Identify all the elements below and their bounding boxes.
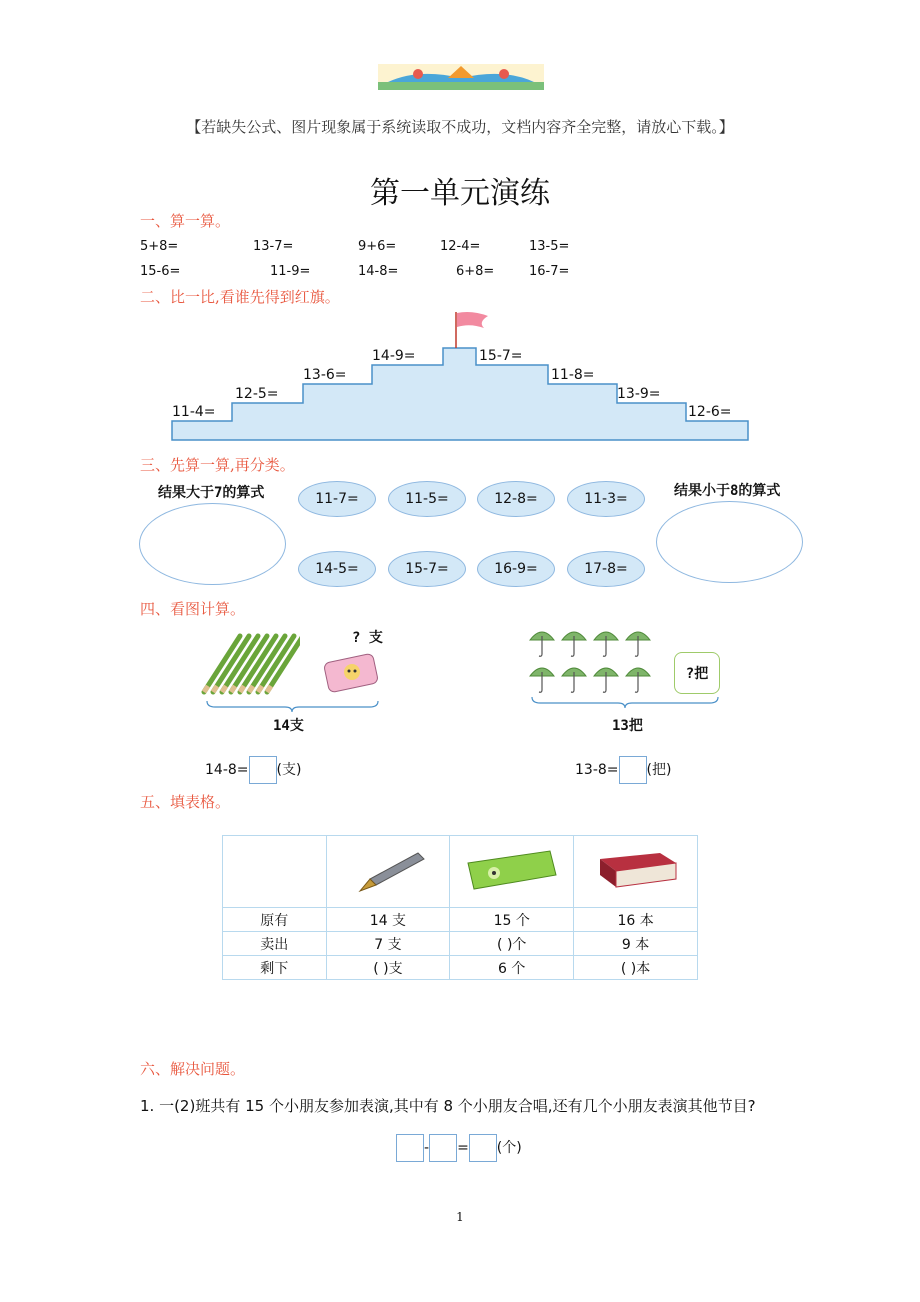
stair-equation: 11-8= bbox=[551, 367, 595, 383]
right-brace bbox=[530, 694, 720, 708]
section1-heading: 一、算一算。 bbox=[140, 212, 231, 230]
page-title: 第一单元演练 bbox=[370, 176, 550, 211]
calc-item: 14-8= bbox=[358, 264, 399, 279]
greater-than-answer-oval[interactable] bbox=[139, 503, 286, 585]
calc-item: 16-7= bbox=[529, 264, 570, 279]
inventory-table bbox=[222, 835, 698, 980]
pencil-equation bbox=[205, 756, 301, 784]
umbrella-icon bbox=[562, 632, 586, 656]
pencil-total-label: 14支 bbox=[273, 718, 304, 734]
greater-than-label: 结果大于7的算式 bbox=[158, 485, 265, 501]
row-label: 卖出 bbox=[223, 932, 327, 956]
pencil-question-label: ? 支 bbox=[352, 630, 383, 646]
calc-item: 13-7= bbox=[253, 239, 294, 254]
equals-sign: = bbox=[457, 1140, 469, 1156]
pencil-box-icon bbox=[464, 845, 560, 895]
sort-equation[interactable]: 11-5= bbox=[388, 481, 466, 517]
table-cell[interactable]: ( )本 bbox=[574, 956, 698, 980]
table-cell[interactable]: ( )支 bbox=[326, 956, 450, 980]
umbrella-icon bbox=[594, 668, 618, 692]
umbrella-icon bbox=[626, 668, 650, 692]
umbrella-icon bbox=[530, 668, 554, 692]
umbrella-icon bbox=[594, 632, 618, 656]
umbrella-icon bbox=[562, 668, 586, 692]
stair-equation: 11-4= bbox=[172, 404, 216, 420]
table-row bbox=[223, 956, 698, 980]
fountain-pen-icon bbox=[348, 845, 428, 895]
table-cell: 15 个 bbox=[450, 908, 574, 932]
table-row bbox=[223, 932, 698, 956]
calc-item: 13-5= bbox=[529, 239, 570, 254]
left-brace bbox=[205, 698, 380, 712]
problem-1-text: 1. 一(2)班共有 15 个小朋友参加表演,其中有 8 个小朋友合唱,还有几个小朋友表演其他节目? bbox=[140, 1097, 756, 1115]
pencil-case-illustration bbox=[322, 650, 380, 694]
pencils-illustration bbox=[200, 632, 300, 698]
sort-equation[interactable]: 17-8= bbox=[567, 551, 645, 587]
stair-equation: 12-5= bbox=[235, 386, 279, 402]
umbrella-unit: (把) bbox=[646, 762, 672, 778]
umbrella-total-label: 13把 bbox=[612, 718, 643, 734]
pen-image-cell bbox=[326, 836, 450, 908]
stair-equation: 13-6= bbox=[303, 367, 347, 383]
sort-equation[interactable]: 14-5= bbox=[298, 551, 376, 587]
section4-heading: 四、看图计算。 bbox=[140, 600, 246, 618]
stair-equation: 14-9= bbox=[372, 348, 416, 364]
page-number: 1 bbox=[456, 1210, 464, 1224]
pencil-unit: (支) bbox=[276, 762, 302, 778]
staircase-diagram bbox=[0, 0, 920, 460]
section5-heading: 五、填表格。 bbox=[140, 793, 231, 811]
answer-box-3[interactable] bbox=[469, 1134, 497, 1162]
calc-item: 5+8= bbox=[140, 239, 179, 254]
stair-equation: 12-6= bbox=[688, 404, 732, 420]
table-cell: 9 本 bbox=[574, 932, 698, 956]
calc-item: 15-6= bbox=[140, 264, 181, 279]
calc-item: 11-9= bbox=[270, 264, 311, 279]
answer-box-2[interactable] bbox=[429, 1134, 457, 1162]
calc-item: 9+6= bbox=[358, 239, 397, 254]
table-cell: 7 支 bbox=[326, 932, 450, 956]
table-cell: 6 个 bbox=[450, 956, 574, 980]
table-row bbox=[223, 908, 698, 932]
table-cell[interactable]: ( )个 bbox=[450, 932, 574, 956]
section2-heading: 二、比一比,看谁先得到红旗。 bbox=[140, 288, 340, 306]
sort-equation[interactable]: 12-8= bbox=[477, 481, 555, 517]
stair-equation: 13-9= bbox=[617, 386, 661, 402]
sort-equation[interactable]: 11-7= bbox=[298, 481, 376, 517]
sort-equation[interactable]: 15-7= bbox=[388, 551, 466, 587]
calc-item: 12-4= bbox=[440, 239, 481, 254]
table-cell: 14 支 bbox=[326, 908, 450, 932]
umbrella-icon bbox=[530, 632, 554, 656]
book-icon bbox=[590, 845, 682, 895]
umbrella-icon bbox=[626, 632, 650, 656]
section3-heading: 三、先算一算,再分类。 bbox=[140, 456, 295, 474]
less-than-answer-oval[interactable] bbox=[656, 501, 803, 583]
stair-equation: 15-7= bbox=[479, 348, 523, 364]
sort-equation[interactable]: 16-9= bbox=[477, 551, 555, 587]
row-label: 剩下 bbox=[223, 956, 327, 980]
table-cell: 16 本 bbox=[574, 908, 698, 932]
notice-text: 【若缺失公式、图片现象属于系统读取不成功，文档内容齐全完整，请放心下载。】 bbox=[186, 118, 734, 136]
less-than-label: 结果小于8的算式 bbox=[674, 483, 781, 499]
answer-unit: (个) bbox=[496, 1140, 522, 1156]
pencil-box-image-cell bbox=[450, 836, 574, 908]
umbrella-question-label: ?把 bbox=[685, 666, 709, 682]
umbrella-answer-box[interactable] bbox=[619, 756, 647, 784]
book-image-cell bbox=[574, 836, 698, 908]
umbrella-equation bbox=[575, 756, 671, 784]
umbrella-question-box bbox=[674, 652, 720, 694]
section6-heading: 六、解决问题。 bbox=[140, 1060, 246, 1078]
red-flag bbox=[457, 312, 488, 328]
answer-box-1[interactable] bbox=[396, 1134, 424, 1162]
table-corner-cell bbox=[223, 836, 327, 908]
calc-item: 6+8= bbox=[456, 264, 495, 279]
pencil-answer-box[interactable] bbox=[249, 756, 277, 784]
umbrella-equation-text: 13-8= bbox=[575, 762, 619, 778]
minus-sign: - bbox=[424, 1140, 430, 1156]
row-label: 原有 bbox=[223, 908, 327, 932]
sort-equation[interactable]: 11-3= bbox=[567, 481, 645, 517]
umbrellas-illustration bbox=[528, 624, 658, 696]
pencil-equation-text: 14-8= bbox=[205, 762, 249, 778]
problem-1-answer-row bbox=[396, 1134, 522, 1162]
